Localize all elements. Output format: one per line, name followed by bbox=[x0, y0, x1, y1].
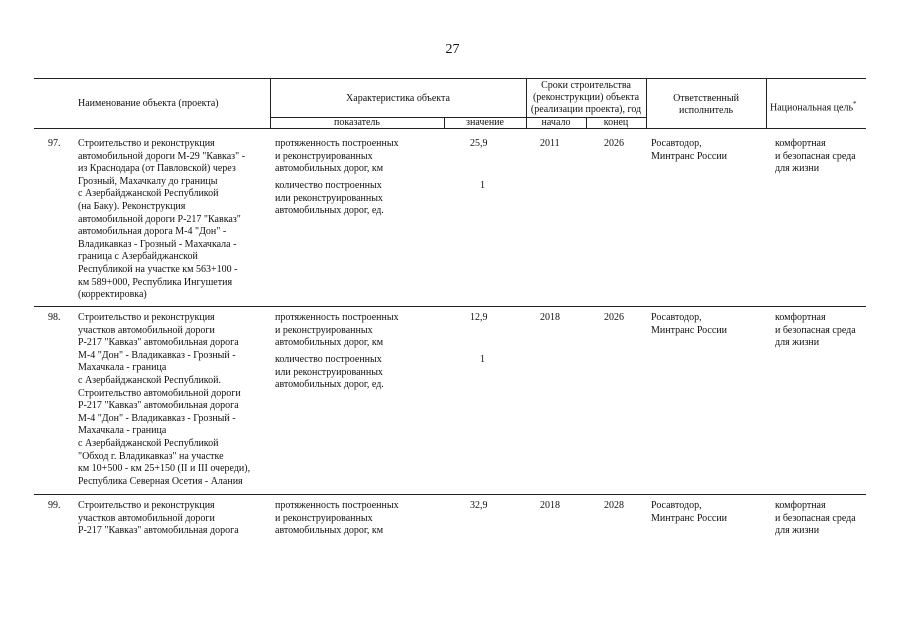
row-separator bbox=[34, 306, 866, 307]
header-value: значение bbox=[466, 117, 504, 128]
value-length: 12,9 bbox=[470, 312, 488, 323]
national-goal: комфортная и безопасная среда для жизни bbox=[775, 138, 856, 175]
value-length: 32,9 bbox=[470, 500, 488, 511]
header-timing-1: Сроки строительства bbox=[541, 80, 631, 91]
table-top-border bbox=[34, 78, 866, 79]
responsible: Росавтодор, Минтранс России bbox=[651, 138, 727, 162]
responsible: Росавтодор, Минтранс России bbox=[651, 312, 727, 336]
value-length: 25,9 bbox=[470, 138, 488, 149]
row-separator bbox=[34, 494, 866, 495]
start-year: 2011 bbox=[540, 138, 560, 149]
indicator-length: протяженность построенных и реконструированных автомобильных дорог, км bbox=[275, 312, 399, 349]
table-header-bottom-border bbox=[34, 128, 866, 129]
header-end: конец bbox=[603, 117, 629, 128]
header-responsible-2: исполнитель bbox=[678, 105, 734, 116]
row-number: 98. bbox=[48, 312, 61, 323]
header-characteristic: Характеристика объекта bbox=[346, 93, 450, 104]
value-count: 1 bbox=[480, 180, 485, 191]
end-year: 2028 bbox=[604, 500, 624, 511]
national-goal: комфортная и безопасная среда для жизни bbox=[775, 312, 856, 349]
header-national-goal: Национальная цель* bbox=[770, 100, 857, 114]
header-timing-2: (реконструкции) объекта bbox=[532, 92, 640, 103]
footnote-mark: * bbox=[853, 100, 857, 108]
responsible: Росавтодор, Минтранс России bbox=[651, 500, 727, 524]
indicator-count: количество построенных или реконструированных автомобильных дорог, ед. bbox=[275, 354, 384, 391]
page-number: 27 bbox=[445, 42, 460, 57]
header-responsible-1: Ответственный bbox=[673, 93, 739, 104]
indicator-length: протяженность построенных и реконструированных автомобильных дорог, км bbox=[275, 138, 399, 175]
start-year: 2018 bbox=[540, 500, 560, 511]
col-divider-4 bbox=[766, 78, 767, 128]
object-name: Строительство и реконструкция автомобильной дороги М-29 "Кавказ" - из Краснодара (от Павловской) через Грозный, Махачкалу до границы с Азербайджанской Республикой (на Баку). Реконструкция автомобильной дороги Р-217 "Кавказ" автомобильная дорога М-4 "Дон" - Владикавказ - Грозный - Махачкала - граница с Азербайджанской Республикой на участке км 563+100 - км 589+000, Республика Ингушетия (корректировка) bbox=[78, 138, 246, 301]
end-year: 2026 bbox=[604, 138, 624, 149]
header-start: начало bbox=[541, 117, 571, 128]
row-number: 99. bbox=[48, 500, 61, 511]
header-timing-3: (реализации проекта), год bbox=[530, 104, 642, 115]
value-count: 1 bbox=[480, 354, 485, 365]
header-indicator: показатель bbox=[334, 117, 380, 128]
start-year: 2018 bbox=[540, 312, 560, 323]
indicator-count: количество построенных или реконструированных автомобильных дорог, ед. bbox=[275, 180, 384, 217]
national-goal: комфортная и безопасная среда для жизни bbox=[775, 500, 856, 537]
end-year: 2026 bbox=[604, 312, 624, 323]
header-name: Наименование объекта (проекта) bbox=[78, 98, 219, 109]
row-number: 97. bbox=[48, 138, 61, 149]
indicator-length: протяженность построенных и реконструированных автомобильных дорог, км bbox=[275, 500, 399, 537]
object-name: Строительство и реконструкция участков автомобильной дороги Р-217 "Кавказ" автомобильная дорога М-4 "Дон" - Владикавказ - Грозный - Махачкала - граница с Азербайджанской Республикой. Строительство автомобильной дороги Р-217 "Кавказ" автомобильная дорога М-4 "Дон" - Владикавказ - Грозный - Махачкала - граница с Азербайджанской Республикой "Обход г. Владикавказ" на участке км 10+500 - км 25+150 (II и III очереди), Республика Северная Осетия - Алания bbox=[78, 312, 251, 487]
object-name: Строительство и реконструкция участков автомобильной дороги Р-217 "Кавказ" автомобильная дорога bbox=[78, 500, 239, 537]
